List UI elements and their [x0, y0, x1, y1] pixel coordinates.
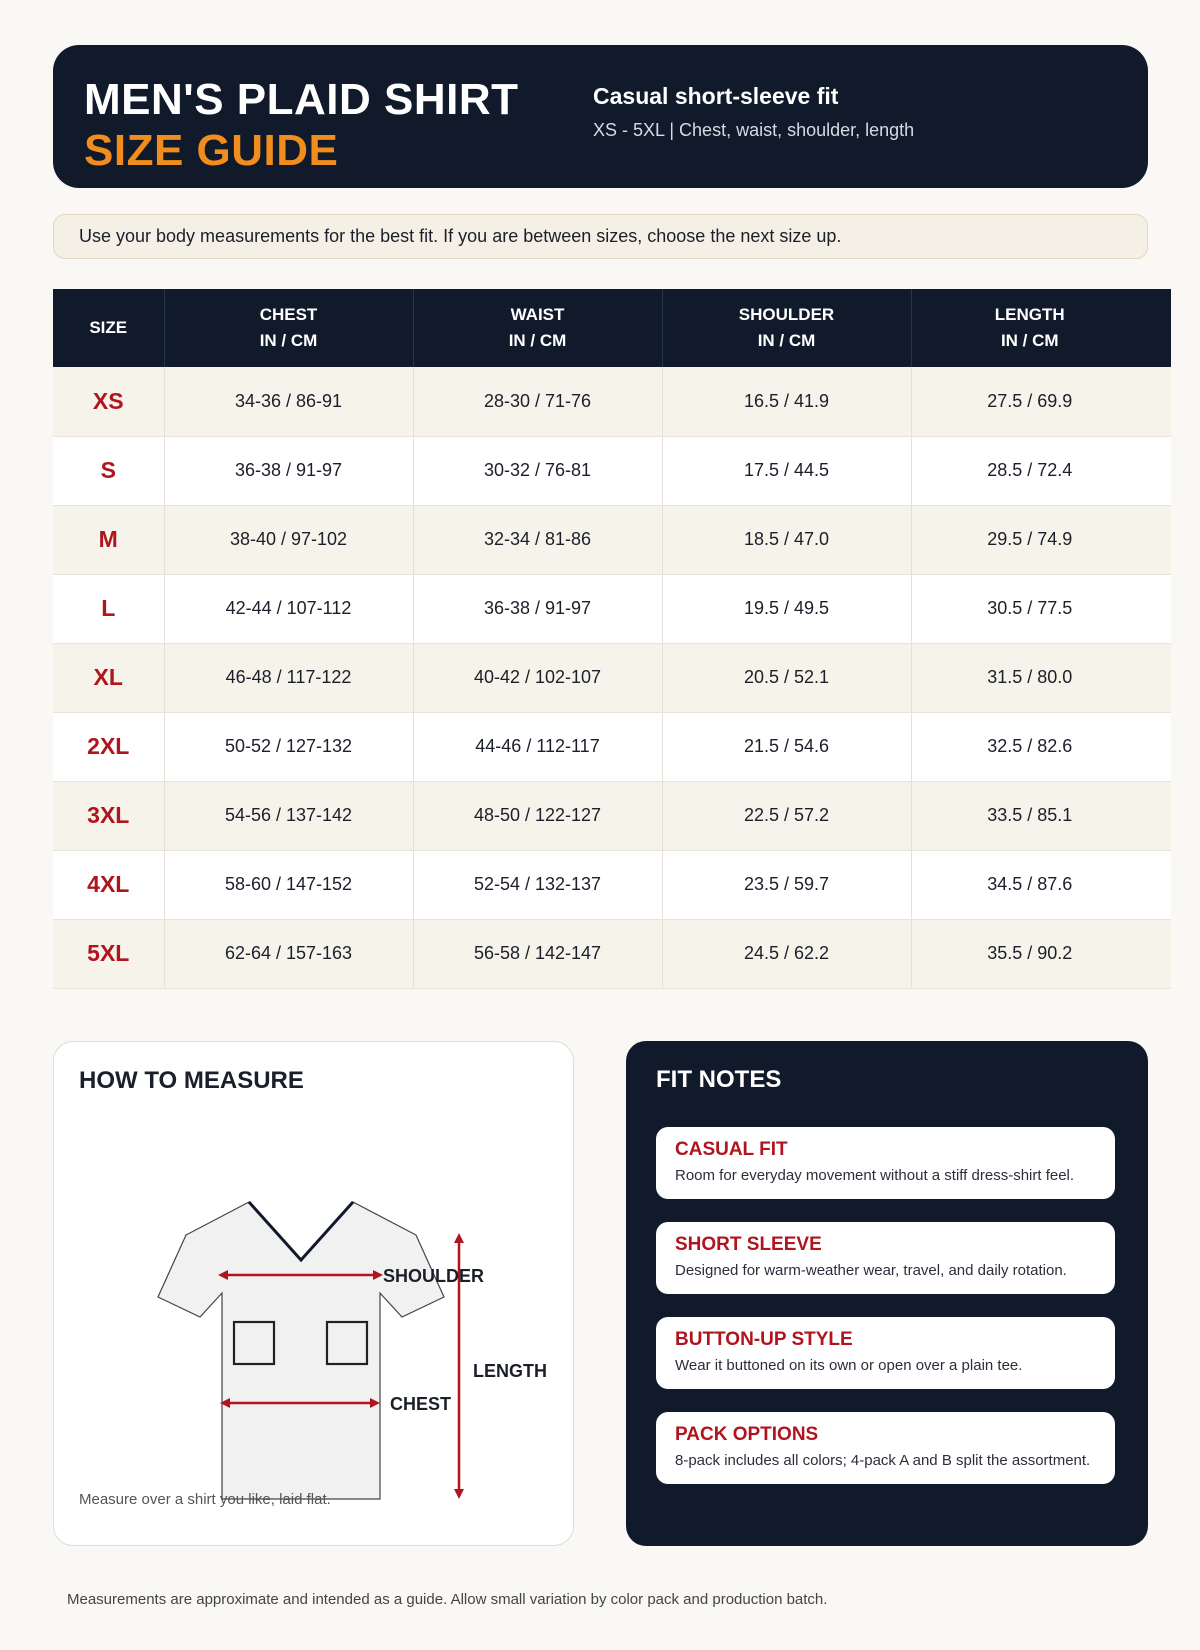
length-cell: 32.5 / 82.6 [911, 712, 1171, 781]
table-header-row [53, 289, 1171, 367]
fit-note-description: Wear it buttoned on its own or open over a plain tee. [675, 1357, 1023, 1374]
length-cell: 27.5 / 69.9 [911, 367, 1171, 436]
chest-cell: 58-60 / 147-152 [164, 850, 413, 919]
page-title: MEN'S PLAID SHIRT [84, 75, 519, 124]
fit-note-description: Room for everyday movement without a stiff dress-shirt feel. [675, 1167, 1075, 1184]
waist-cell: 40-42 / 102-107 [413, 643, 662, 712]
header-detail: XS - 5XL | Chest, waist, shoulder, length [593, 120, 915, 140]
fit-note-title: PACK OPTIONS [675, 1424, 819, 1445]
chest-cell: 46-48 / 117-122 [164, 643, 413, 712]
column-header-size [53, 289, 164, 367]
shoulder-cell: 21.5 / 54.6 [662, 712, 911, 781]
shoulder-cell: 23.5 / 59.7 [662, 850, 911, 919]
table-row [53, 850, 1171, 919]
header-subtitle: Casual short-sleeve fit [593, 83, 839, 109]
length-cell: 35.5 / 90.2 [911, 919, 1171, 988]
how-to-measure-title: HOW TO MEASURE [79, 1067, 304, 1094]
fit-note-card [656, 1127, 1115, 1199]
column-header-label: WAIST [510, 305, 565, 324]
column-header-length [911, 289, 1171, 367]
waist-cell: 32-34 / 81-86 [413, 505, 662, 574]
shoulder-cell: 17.5 / 44.5 [662, 436, 911, 505]
measure-note: Measure over a shirt you like, laid flat. [79, 1491, 331, 1508]
shirt-measure-diagram [54, 1042, 575, 1547]
size-cell: M [53, 505, 164, 574]
chest-cell: 50-52 / 127-132 [164, 712, 413, 781]
column-header-unit: IN / CM [1000, 331, 1059, 350]
shoulder-cell: 24.5 / 62.2 [662, 919, 911, 988]
fit-note-card [656, 1222, 1115, 1294]
shoulder-cell: 22.5 / 57.2 [662, 781, 911, 850]
shoulder-cell: 18.5 / 47.0 [662, 505, 911, 574]
length-label: LENGTH [473, 1361, 547, 1381]
length-cell: 31.5 / 80.0 [911, 643, 1171, 712]
table-row [53, 436, 1171, 505]
size-cell: 5XL [53, 919, 164, 988]
page-title-accent: SIZE GUIDE [84, 126, 339, 175]
table-row [53, 643, 1171, 712]
fit-notes-panel [626, 1041, 1148, 1546]
column-header-unit: IN / CM [259, 331, 318, 350]
chest-cell: 36-38 / 91-97 [164, 436, 413, 505]
chest-cell: 38-40 / 97-102 [164, 505, 413, 574]
shirt-outline-icon [158, 1202, 444, 1499]
waist-cell: 56-58 / 142-147 [413, 919, 662, 988]
size-table [53, 289, 1171, 989]
chest-cell: 34-36 / 86-91 [164, 367, 413, 436]
column-header-chest [164, 289, 413, 367]
column-header-shoulder [662, 289, 911, 367]
shoulder-cell: 20.5 / 52.1 [662, 643, 911, 712]
waist-cell: 28-30 / 71-76 [413, 367, 662, 436]
length-cell: 30.5 / 77.5 [911, 574, 1171, 643]
footer-disclaimer: Measurements are approximate and intended as a guide. Allow small variation by color pack and production batch. [67, 1591, 828, 1608]
length-cell: 33.5 / 85.1 [911, 781, 1171, 850]
length-cell: 28.5 / 72.4 [911, 436, 1171, 505]
column-header-label: SHOULDER [738, 305, 835, 324]
fit-note-description: Designed for warm-weather wear, travel, and daily rotation. [675, 1262, 1067, 1279]
chest-cell: 42-44 / 107-112 [164, 574, 413, 643]
table-row [53, 919, 1171, 988]
fit-notes-title: FIT NOTES [656, 1066, 782, 1093]
chest-label: CHEST [390, 1394, 452, 1414]
waist-cell: 36-38 / 91-97 [413, 574, 662, 643]
column-header-unit: IN / CM [508, 331, 567, 350]
chest-cell: 62-64 / 157-163 [164, 919, 413, 988]
table-row [53, 367, 1171, 436]
waist-cell: 48-50 / 122-127 [413, 781, 662, 850]
fit-note-title: BUTTON-UP STYLE [675, 1329, 853, 1350]
size-cell: S [53, 436, 164, 505]
table-row [53, 574, 1171, 643]
fit-note-card [656, 1412, 1115, 1484]
shoulder-label: SHOULDER [383, 1266, 485, 1286]
waist-cell: 44-46 / 112-117 [413, 712, 662, 781]
chest-cell: 54-56 / 137-142 [164, 781, 413, 850]
size-cell: 2XL [53, 712, 164, 781]
length-cell: 34.5 / 87.6 [911, 850, 1171, 919]
size-cell: 3XL [53, 781, 164, 850]
how-to-measure-panel [53, 1041, 574, 1546]
table-row [53, 505, 1171, 574]
size-cell: L [53, 574, 164, 643]
size-cell: XS [53, 367, 164, 436]
size-cell: 4XL [53, 850, 164, 919]
waist-cell: 52-54 / 132-137 [413, 850, 662, 919]
fit-note-title: SHORT SLEEVE [675, 1234, 822, 1255]
header-banner [53, 45, 1148, 188]
table-row [53, 781, 1171, 850]
column-header-waist [413, 289, 662, 367]
size-cell: XL [53, 643, 164, 712]
fit-note-card [656, 1317, 1115, 1389]
column-header-unit: IN / CM [757, 331, 816, 350]
fit-advice-banner: Use your body measurements for the best fit. If you are between sizes, choose the next size up. [53, 214, 1148, 259]
column-header-label: SIZE [89, 318, 128, 337]
fit-note-title: CASUAL FIT [675, 1139, 788, 1160]
column-header-label: CHEST [259, 305, 318, 324]
shoulder-cell: 16.5 / 41.9 [662, 367, 911, 436]
fit-note-description: 8-pack includes all colors; 4-pack A and B split the assortment. [675, 1452, 1091, 1469]
column-header-label: LENGTH [994, 305, 1065, 324]
shoulder-cell: 19.5 / 49.5 [662, 574, 911, 643]
length-cell: 29.5 / 74.9 [911, 505, 1171, 574]
table-row [53, 712, 1171, 781]
waist-cell: 30-32 / 76-81 [413, 436, 662, 505]
